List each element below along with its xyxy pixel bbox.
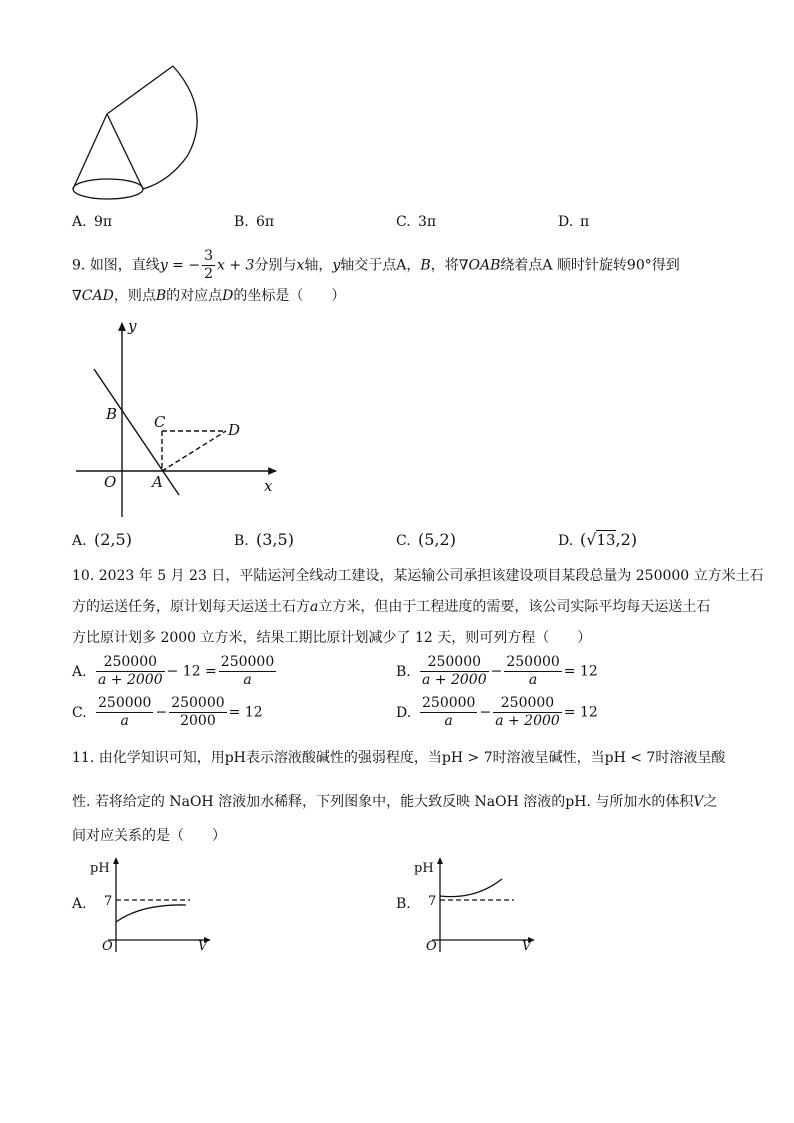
sqrt-sign: √ bbox=[586, 530, 597, 549]
graph-a-curve bbox=[116, 905, 186, 922]
q10-option-c[interactable]: C. $\frac{250000}{a}$ − $\frac{250000}{2000}$ = 12 bbox=[72, 695, 263, 729]
sector-radius-top bbox=[107, 66, 173, 114]
graph-a-y-label: pH bbox=[90, 861, 110, 876]
q10-stem-line-2: 方的运送任务，原计划每天运送土石方a立方米，但由于工程进度的需要，该公司实际平均每天运送土石 bbox=[72, 599, 711, 615]
label-o: O bbox=[104, 473, 117, 491]
label-b: B bbox=[106, 405, 118, 423]
q11-option-b[interactable]: B. bbox=[396, 896, 411, 912]
q8-option-a[interactable]: A. 9π bbox=[72, 214, 113, 230]
q9-option-c[interactable]: C. (5,2) bbox=[396, 530, 456, 549]
sector-arc bbox=[143, 66, 197, 189]
q9-option-d[interactable]: D. (√13,2) bbox=[558, 530, 638, 549]
q9-option-a[interactable]: A. (2,5) bbox=[72, 530, 132, 549]
graph-b-y-label: pH bbox=[414, 861, 434, 876]
q11-graph-b[interactable] bbox=[410, 852, 540, 954]
q10-option-b[interactable]: B. $\frac{250000}{a + 2000}$ − $\frac{250000}{a}$ = 12 bbox=[396, 654, 598, 688]
q10-option-a[interactable]: A. $\frac{250000}{a + 2000}$ − 12 = $\frac{250000}{a}$ bbox=[72, 654, 275, 688]
q8-option-d[interactable]: D. π bbox=[558, 214, 590, 230]
cone-slant-left bbox=[73, 114, 107, 189]
graph-a-level-label: 7 bbox=[104, 894, 113, 909]
cone-sector-figure bbox=[60, 55, 230, 205]
q10-stem-line-1: 10. 2023 年 5 月 23 日，平陆运河全线动工建设，某运输公司承担该建设项目某段总量为 250000 立方米土石 bbox=[72, 568, 764, 584]
label-c: C bbox=[154, 413, 166, 431]
cone-slant-right bbox=[107, 114, 143, 189]
q9-stem-line-2: ∇CAD，则点B的对应点D的坐标是（ ） bbox=[72, 288, 346, 304]
graph-b-level-label: 7 bbox=[428, 894, 437, 909]
label-x: x bbox=[264, 477, 273, 495]
q10-option-d[interactable]: D. $\frac{250000}{a}$ − $\frac{250000}{a + 2000}$ = 12 bbox=[396, 695, 598, 729]
label-d: D bbox=[228, 421, 241, 439]
segment-ad bbox=[162, 431, 226, 471]
q9-stem-line-1: 9. 如图，直线y = − $\frac{3}{2}$ x + 3分别与x轴，y轴交于点A，B，将∇OAB绕着点A 顺时针旋转90°得到 bbox=[72, 248, 680, 282]
q11-stem-line-1: 11. 由化学知识可知，用pH表示溶液酸碱性的强弱程度，当pH > 7时溶液呈碱性，当pH < 7时溶液呈酸 bbox=[72, 750, 726, 766]
q10-stem-line-3: 方比原计划多 2000 立方米，结果工期比原计划减少了 12 天，则可列方程（ ） bbox=[72, 630, 592, 646]
graph-a-origin-label: O bbox=[102, 939, 113, 954]
q8-option-c[interactable]: C. 3π bbox=[396, 214, 437, 230]
q11-graph-a[interactable] bbox=[86, 852, 216, 954]
q9-option-b[interactable]: B. (3,5) bbox=[234, 530, 294, 549]
q9-fraction: $\frac{3}{2}$ bbox=[204, 248, 214, 282]
label-y: y bbox=[128, 317, 137, 335]
q8-option-b[interactable]: B. 6π bbox=[234, 214, 275, 230]
q11-option-a[interactable]: A. bbox=[72, 896, 87, 912]
graph-b-x-label: V bbox=[522, 939, 532, 954]
graph-a-x-label: V bbox=[198, 939, 208, 954]
q9-coordinate-figure bbox=[70, 315, 290, 520]
graph-b-curve bbox=[440, 879, 502, 897]
cone-base bbox=[73, 179, 143, 199]
label-a: A bbox=[152, 473, 163, 491]
graph-b-origin-label: O bbox=[426, 939, 437, 954]
q11-stem-line-3: 间对应关系的是（ ） bbox=[72, 828, 226, 844]
q11-stem-line-2: 性. 若将给定的 NaOH 溶液加水稀释，下列图象中，能大致反映 NaOH 溶液的pH. 与所加水的体积V之 bbox=[72, 794, 718, 810]
